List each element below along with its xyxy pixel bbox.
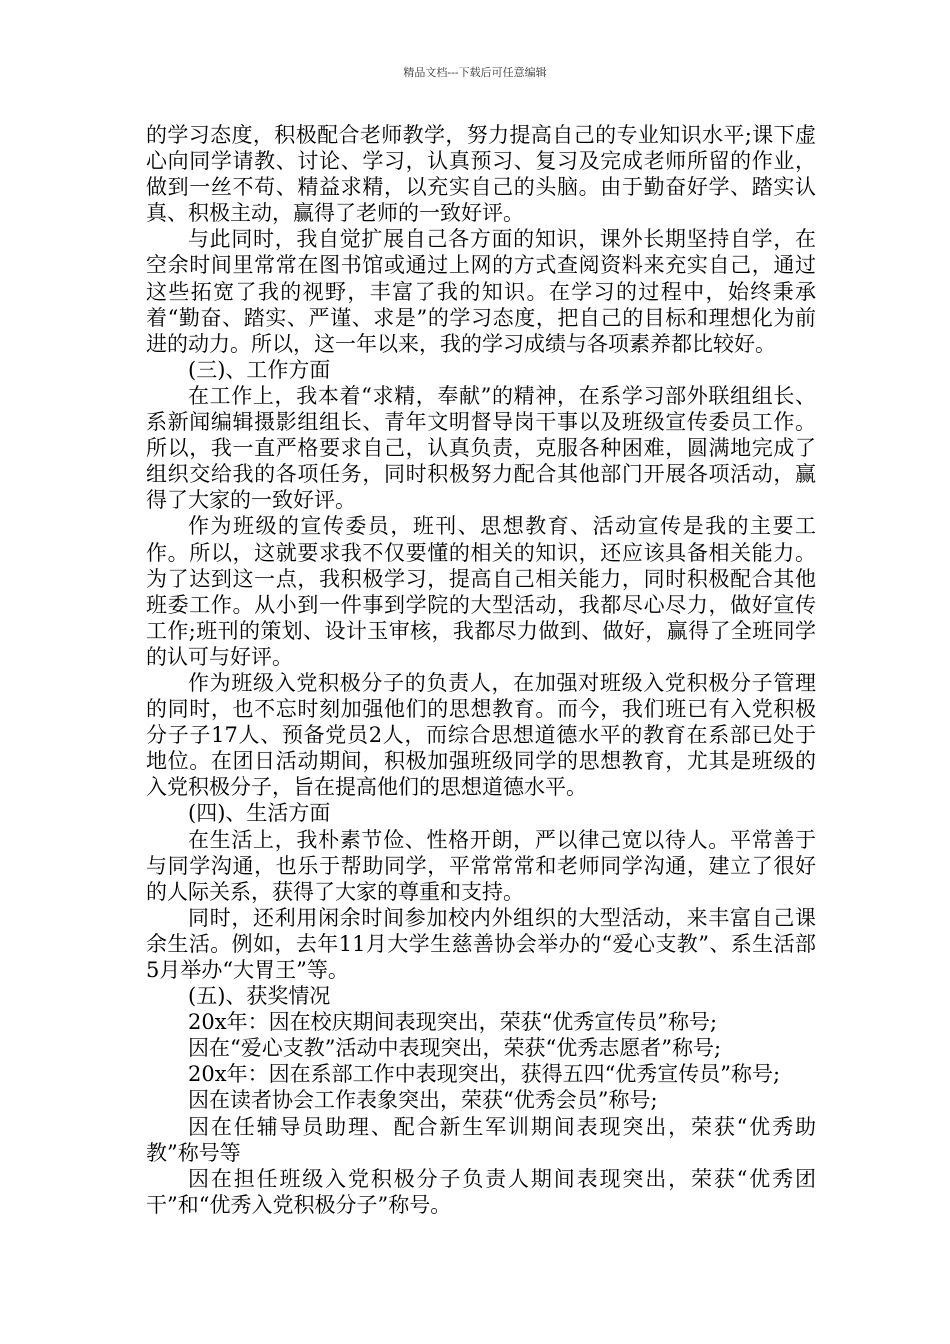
paragraph-self-study: 与此同时，我自觉扩展自己各方面的知识，课外长期坚持自学，在空余时间里常常在图书馆或通过上网的方式查阅资料来充实自己，通过这些拓宽了我的视野，丰富了我的知识。在学习的过程中，始终秉承着“勤奋、踏实、严谨、求是”的学习态度，把自己的目标和理想化为前进的动力。所以，这一年以来，我的学习成绩与各项素养都比较好。	[146, 227, 816, 356]
section-heading-work: (三)、工作方面	[188, 357, 331, 382]
document-body	[146, 122, 816, 1218]
award-item: 20x年：因在系部工作中表现突出，获得五四“优秀宣传员”称号;	[188, 1062, 781, 1087]
award-item: 因在担任班级入党积极分子负责人期间表现突出，荣获“优秀团干”和“优秀入党积极分子”称号。	[146, 1166, 816, 1217]
section-heading-life: (四)、生活方面	[188, 801, 331, 826]
paragraph-party-activists: 作为班级入党积极分子的负责人，在加强对班级入党积极分子管理的同时，也不忘时刻加强他们的思想教育。而今，我们班已有入党积极分子子17人、预备党员2人，而综合思想道德水平的教育在系部已处于地位。在团日活动期间，积极加强班级同学的思想教育，尤其是班级的入党积极分子，旨在提高他们的思想道德水平。	[146, 670, 816, 800]
paragraph-publicity-committee: 作为班级的宣传委员，班刊、思想教育、活动宣传是我的主要工作。所以，这就要求我不仅要懂的相关的知识，还应该具备相关能力。为了达到这一点，我积极学习，提高自己相关能力，同时积极配合其他班委工作。从小到一件事到学院的大型活动，我都尽心尽力，做好宣传工作;班刊的策划、设计玉审核，我都尽力做到、做好，赢得了全班同学的认可与好评。	[146, 514, 816, 669]
award-item: 因在任辅导员助理、配合新生军训期间表现突出，荣获“优秀助教”称号等	[146, 1114, 816, 1165]
paragraph-life-character: 在生活上，我朴素节俭、性格开朗，严以律己宽以待人。平常善于与同学沟通，也乐于帮助同学，平常常常和老师同学沟通，建立了很好的人际关系，获得了大家的尊重和支持。	[146, 827, 816, 904]
award-item: 因在“爱心支教”活动中表现突出，荣获“优秀志愿者”称号;	[188, 1036, 722, 1061]
award-item: 20x年：因在校庆期间表现突出，荣获“优秀宣传员”称号;	[188, 1010, 718, 1035]
paragraph-work-spirit: 在工作上，我本着“求精，奉献”的精神，在系学习部外联组组长、系新闻编辑摄影组组长、青年文明督导岗干事以及班级宣传委员工作。所以，我一直严格要求自己，认真负责，克服各种困难，圆满地完成了组织交给我的各项任务，同时积极努力配合其他部门开展各项活动，赢得了大家的一致好评。	[146, 383, 816, 513]
paragraph-extracurricular: 同时，还利用闲余时间参加校内外组织的大型活动，来丰富自己课余生活。例如，去年11月大学生慈善协会举办的“爱心支教”、系生活部5月举办“大胃王”等。	[146, 905, 816, 982]
award-item: 因在读者协会工作表象突出，荣获“优秀会员”称号;	[188, 1088, 658, 1113]
section-heading-awards: (五)、获奖情况	[188, 984, 331, 1009]
page-header: 精品文档---下载后可任意编辑	[403, 66, 547, 79]
paragraph-study-attitude: 的学习态度，积极配合老师教学，努力提高自己的专业知识水平;课下虚心向同学请教、讨论、学习，认真预习、复习及完成老师所留的作业，做到一丝不苟、精益求精，以充实自己的头脑。由于勤奋好学、踏实认真、积极主动，赢得了老师的一致好评。	[146, 123, 816, 226]
